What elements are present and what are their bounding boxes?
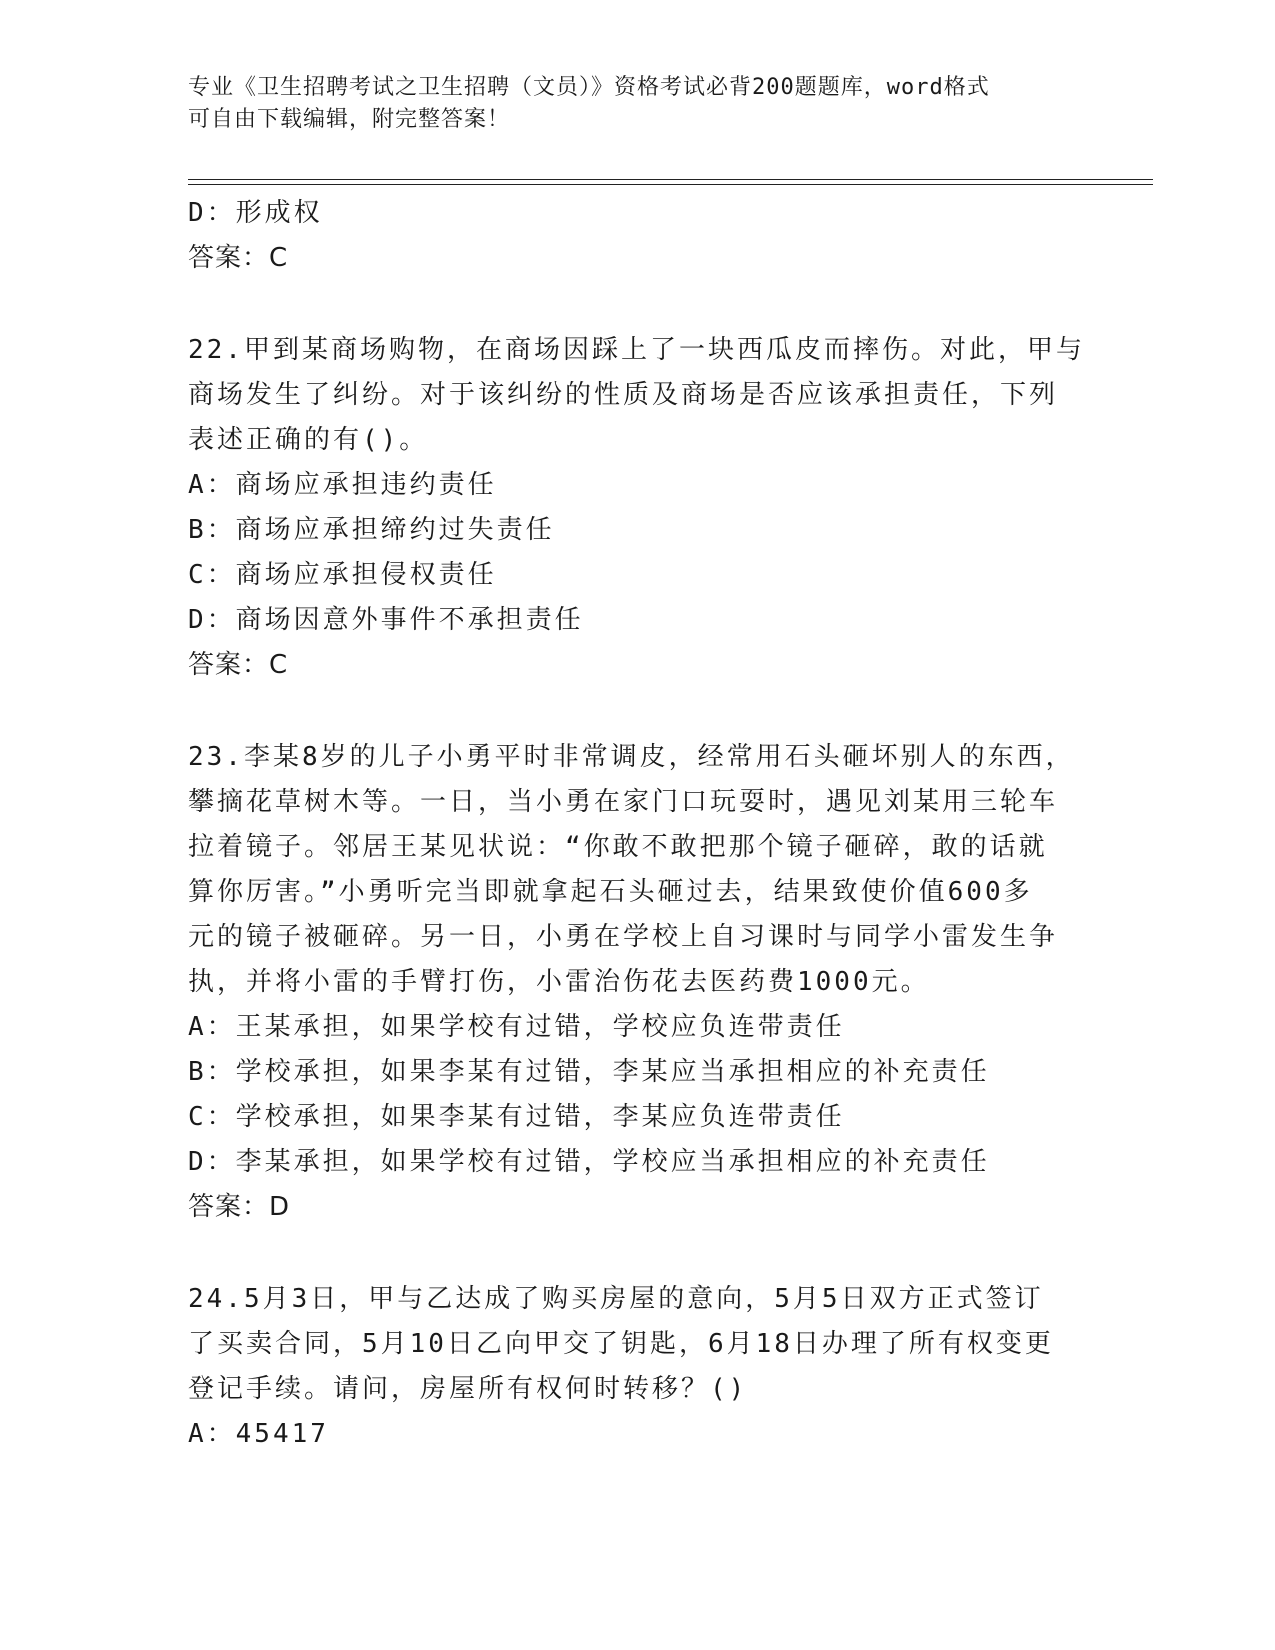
q23-text-line: 算你厉害。”小勇听完当即就拿起石头砸过去，结果致使价值600多 — [188, 877, 1033, 907]
question-content — [188, 191, 1088, 1457]
q22-option-b: B：商场应承担缔约过失责任 — [188, 515, 555, 545]
header-rule-top — [188, 179, 1153, 180]
q21-option-d: D：形成权 — [188, 198, 323, 228]
document-header — [188, 72, 1088, 136]
q24-option-a: A：45417 — [188, 1419, 329, 1449]
header-line-2: 可自由下载编辑，附完整答案！ — [188, 107, 511, 132]
q22-option-a: A：商场应承担违约责任 — [188, 470, 497, 500]
question-24 — [188, 1277, 1088, 1457]
q23-option-b: B：学校承担，如果李某有过错，李某应当承担相应的补充责任 — [188, 1057, 990, 1087]
q23-answer: 答案：D — [188, 1192, 291, 1222]
q23-text-line: 拉着镜子。邻居王某见状说：“你敢不敢把那个镜子砸碎，敢的话就 — [188, 832, 1048, 862]
q22-option-d: D：商场因意外事件不承担责任 — [188, 605, 584, 635]
q22-answer: 答案：C — [188, 650, 289, 680]
q23-text-line: 23.李某8岁的儿子小勇平时非常调皮，经常用石头砸坏别人的东西， — [188, 742, 1075, 772]
header-line-1: 专业《卫生招聘考试之卫生招聘（文员）》资格考试必背200题题库，word格式 — [188, 75, 990, 100]
q23-option-c: C：学校承担，如果李某有过错，李某应负连带责任 — [188, 1102, 845, 1132]
q22-text-line: 22.甲到某商场购物，在商场因踩上了一块西瓜皮而摔伤。对此，甲与 — [188, 335, 1085, 365]
question-23 — [188, 735, 1088, 1230]
q23-text-line: 攀摘花草树木等。一日，当小勇在家门口玩耍时，遇见刘某用三轮车 — [188, 787, 1059, 817]
q23-option-d: D：李某承担，如果学校有过错，学校应当承担相应的补充责任 — [188, 1147, 990, 1177]
q23-text-line: 元的镜子被砸碎。另一日，小勇在学校上自习课时与同学小雷发生争 — [188, 922, 1059, 952]
question-22 — [188, 328, 1088, 688]
q23-text-line: 执，并将小雷的手臂打伤，小雷治伤花去医药费1000元。 — [188, 967, 930, 997]
q24-text-line: 了买卖合同，5月10日乙向甲交了钥匙，6月18日办理了所有权变更 — [188, 1329, 1054, 1359]
header-rule-bottom — [188, 184, 1153, 185]
q24-text-line: 登记手续。请问，房屋所有权何时转移？() — [188, 1374, 748, 1404]
q22-text-line: 商场发生了纠纷。对于该纠纷的性质及商场是否应该承担责任，下列 — [188, 380, 1059, 410]
q23-option-a: A：王某承担，如果学校有过错，学校应负连带责任 — [188, 1012, 845, 1042]
q22-text-line: 表述正确的有()。 — [188, 425, 429, 455]
q24-text-line: 24.5月3日，甲与乙达成了购买房屋的意向，5月5日双方正式签订 — [188, 1284, 1044, 1314]
q22-option-c: C：商场应承担侵权责任 — [188, 560, 497, 590]
q21-answer: 答案：C — [188, 243, 289, 273]
